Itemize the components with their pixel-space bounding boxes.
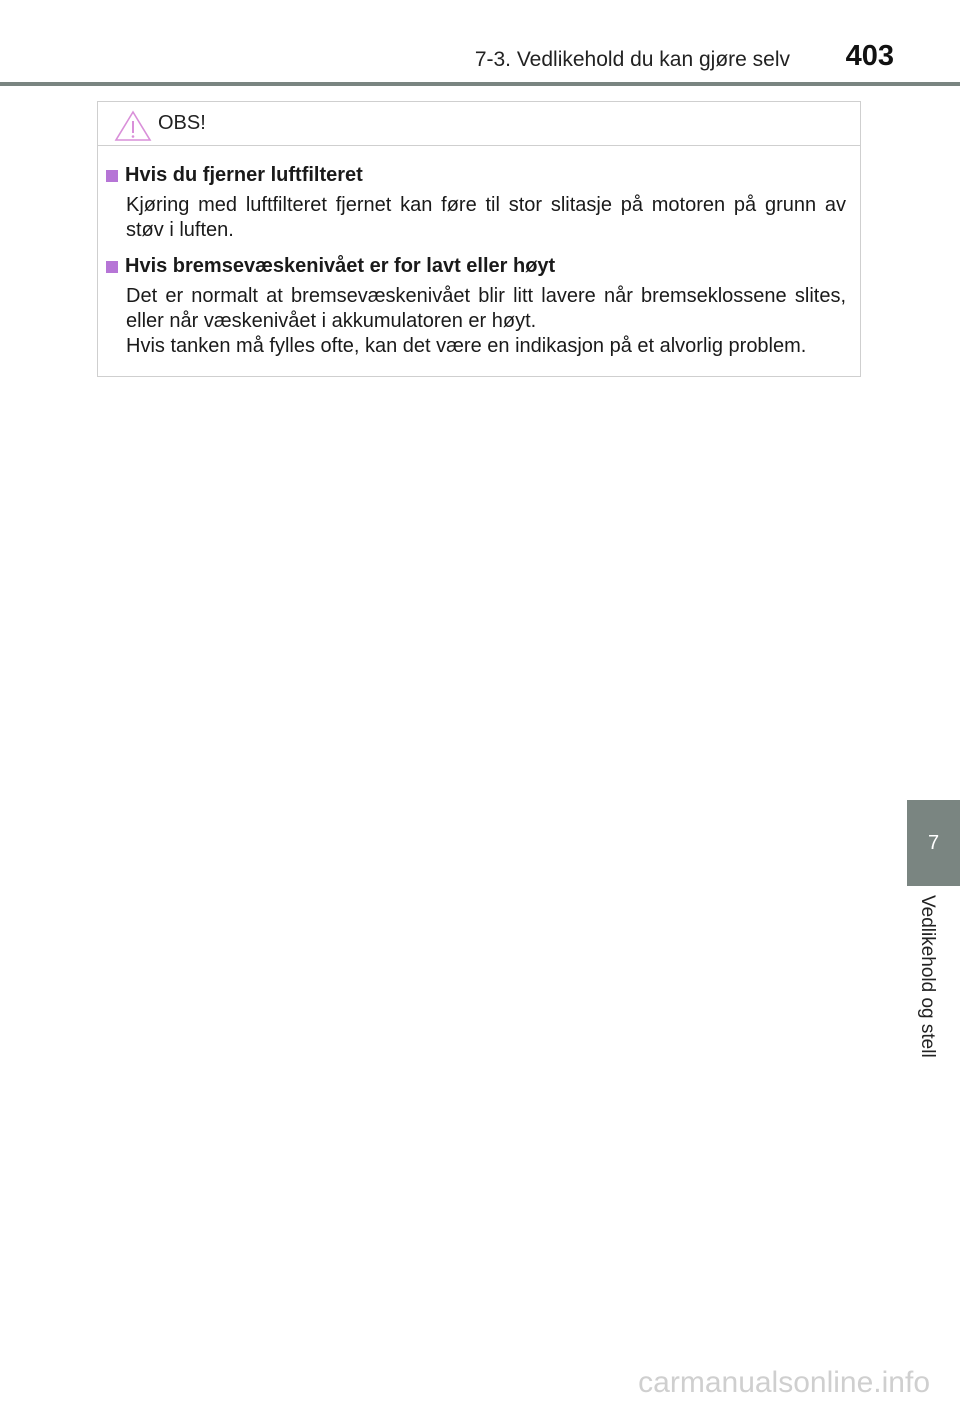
notice-header xyxy=(98,102,860,146)
item-text xyxy=(126,193,846,243)
item-heading xyxy=(106,164,846,187)
warning-triangle-icon xyxy=(114,110,152,142)
item-heading xyxy=(106,255,846,278)
bullet-square-icon xyxy=(106,261,118,273)
chapter-tab[interactable]: 7 xyxy=(907,800,960,886)
notice-title: OBS! xyxy=(158,112,206,134)
notice-box xyxy=(97,101,861,377)
paragraph: Hvis tanken må fylles ofte, kan det være en indikasjon på et alvorlig problem. xyxy=(126,335,807,357)
header-section-title: 7-3. Vedlikehold du kan gjøre selv xyxy=(474,48,790,71)
paragraph: Kjøring med luftfilteret fjernet kan føre til stor slitasje på motoren på grunn av støv i luften. xyxy=(126,194,846,241)
notice-body xyxy=(98,146,860,359)
page-number: 403 xyxy=(845,40,894,72)
chapter-tab-label: Vedlikehold og stell xyxy=(917,895,938,1058)
paragraph: Det er normalt at bremsevæskenivået blir litt lavere når bremseklossene slites, eller når væskenivået i akkumulatoren er høyt. xyxy=(126,285,846,332)
item-text xyxy=(126,284,846,359)
item-heading-text: Hvis du fjerner luftfilteret xyxy=(125,164,363,186)
item-heading-text: Hvis bremsevæskenivået er for lavt eller høyt xyxy=(125,255,556,277)
watermark: carmanualsonline.info xyxy=(638,1366,930,1399)
bullet-square-icon xyxy=(106,170,118,182)
header-rule xyxy=(0,82,960,86)
